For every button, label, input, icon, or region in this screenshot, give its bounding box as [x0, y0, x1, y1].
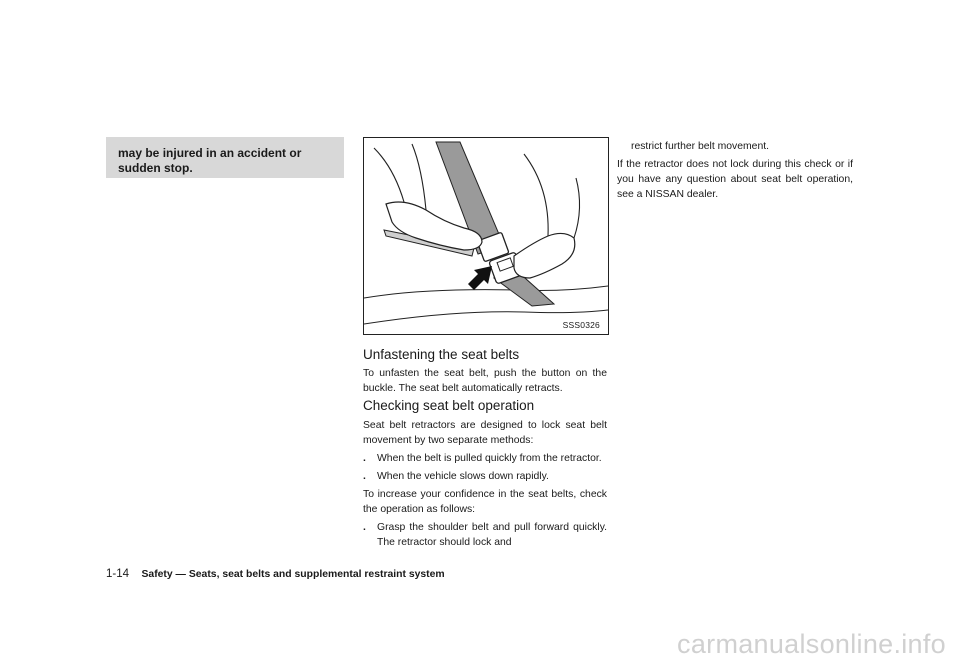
- warning-box: [106, 137, 344, 178]
- checking-intro: Seat belt retractors are designed to lock seat belt movement by two separate methods:: [363, 420, 607, 446]
- method-text: When the belt is pulled quickly from the retractor.: [377, 453, 602, 464]
- right-hand: [514, 233, 575, 278]
- page-footer: [106, 564, 445, 582]
- check-intro: To increase your confidence in the seat belts, check the operation as follows:: [363, 489, 607, 515]
- bullet-icon: .: [363, 453, 366, 464]
- bullet-icon: .: [363, 522, 366, 533]
- checking-heading: Checking seat belt operation: [363, 398, 535, 413]
- seat-belt-illustration: [363, 137, 609, 335]
- method-text: When the vehicle slows down rapidly.: [377, 471, 549, 482]
- footer-title: Safety — Seats, seat belts and supplemental restraint system: [141, 569, 445, 580]
- unfasten-heading: Unfastening the seat belts: [363, 347, 520, 362]
- method-item: [363, 451, 607, 466]
- buckle-drawing: [364, 138, 608, 334]
- right-column: [617, 139, 853, 202]
- checking-section: [363, 397, 607, 550]
- warning-text: may be injured in an accident or sudden stop.: [118, 146, 302, 175]
- unfasten-body: To unfasten the seat belt, push the button on the buckle. The seat belt automatically retracts.: [363, 368, 607, 394]
- seat-outline: [364, 286, 608, 298]
- page-number: 1-14: [106, 568, 130, 580]
- check-step: [363, 520, 607, 550]
- push-arrow-icon: [468, 266, 492, 290]
- check-step-text: Grasp the shoulder belt and pull forward quickly. The retractor should lock and: [377, 522, 607, 548]
- left-arm: [374, 144, 426, 210]
- dealer-note: If the retractor does not lock during this check or if you have any question about seat belt operation, see a NISSAN dealer.: [617, 159, 853, 200]
- unfasten-section: [363, 346, 607, 396]
- method-item: [363, 469, 607, 484]
- right-arm: [524, 154, 580, 238]
- figure-code: SSS0326: [562, 320, 600, 330]
- bullet-icon: .: [363, 471, 366, 482]
- check-step-continued: restrict further belt movement.: [631, 141, 770, 152]
- watermark: carmanualsonline.info: [677, 629, 946, 659]
